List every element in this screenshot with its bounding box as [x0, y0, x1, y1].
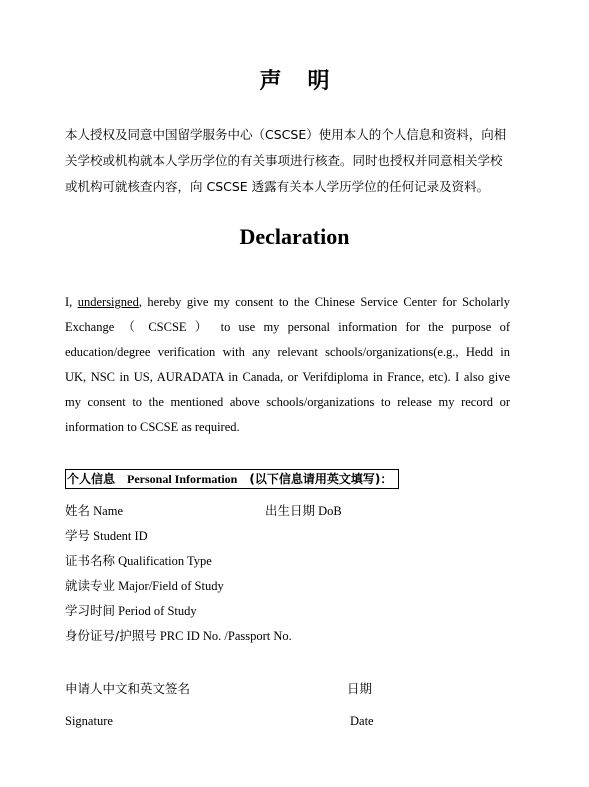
english-consent-line: UK, NSC in US, AURADATA in Canada, or Verifdiploma in France, etc). I also give	[65, 370, 510, 384]
consent-line1-rest: , hereby give my consent to the Chinese Service Center for Scholarly	[138, 295, 511, 309]
field-student-id-en: Student ID	[93, 529, 148, 543]
undersigned-text: undersigned	[77, 295, 139, 309]
date-label-en: Date	[350, 714, 374, 728]
field-name-en: Name	[93, 504, 123, 518]
english-consent-line: Exchange （ CSCSE ） to use my personal information for the purpose of	[65, 320, 510, 334]
field-dob	[265, 501, 342, 519]
english-title: Declaration	[239, 224, 350, 249]
chinese-title: 声明	[259, 69, 356, 94]
field-id-number-cn: 身份证号/护照号	[65, 628, 157, 643]
personal-info-header-en: Personal Information	[127, 472, 238, 486]
english-consent-line: information to CSCSE as required.	[65, 420, 240, 434]
personal-info-header-note: (以下信息请用英文填写)：	[249, 472, 393, 486]
chinese-consent-line: 关学校或机构就本人学历学位的有关事项进行核查。同时也授权并同意相关学校	[65, 153, 503, 168]
field-id-number	[65, 626, 292, 644]
field-qualification	[65, 551, 212, 569]
english-consent-line: education/degree verification with any relevant schools/organizations(e.g., Hedd in	[65, 345, 510, 359]
personal-info-header	[65, 469, 399, 489]
field-period	[65, 601, 197, 619]
field-qualification-en: Qualification Type	[118, 554, 212, 568]
field-period-cn: 学习时间	[65, 603, 116, 618]
applicant-signature-cn-text: 申请人中文和英文签名	[65, 681, 191, 696]
chinese-consent-line: 或机构可就核查内容，向 CSCSE 透露有关本人学历学位的任何记录及资料。	[65, 179, 490, 194]
field-dob-cn: 出生日期	[265, 503, 316, 518]
chinese-consent-line: 本人授权及同意中国留学服务中心（CSCSE）使用本人的个人信息和资料，向相	[65, 127, 507, 142]
field-period-en: Period of Study	[118, 604, 197, 618]
field-major-en: Major/Field of Study	[118, 579, 224, 593]
english-consent-paragraph	[65, 290, 510, 440]
field-qualification-cn: 证书名称	[65, 553, 116, 568]
field-name-cn: 姓名	[65, 503, 91, 518]
field-student-id	[65, 526, 148, 544]
chinese-consent-paragraph	[65, 122, 515, 200]
field-dob-en: DoB	[318, 504, 342, 518]
field-id-number-en: PRC ID No. /Passport No.	[159, 629, 292, 643]
personal-info-header-cn: 个人信息	[67, 472, 116, 486]
field-student-id-cn: 学号	[65, 528, 91, 543]
signature-label-en: Signature	[65, 714, 113, 728]
date-cn-text: 日期	[347, 681, 373, 696]
applicant-signature-label-cn	[65, 679, 190, 697]
field-major	[65, 576, 224, 594]
date-label-cn	[347, 679, 372, 697]
english-consent-line	[65, 290, 510, 315]
field-major-cn: 就读专业	[65, 578, 116, 593]
consent-prefix: I,	[65, 295, 78, 309]
field-name	[65, 501, 123, 519]
english-consent-line: my consent to the mentioned above schools/organizations to release my record or	[65, 395, 510, 409]
